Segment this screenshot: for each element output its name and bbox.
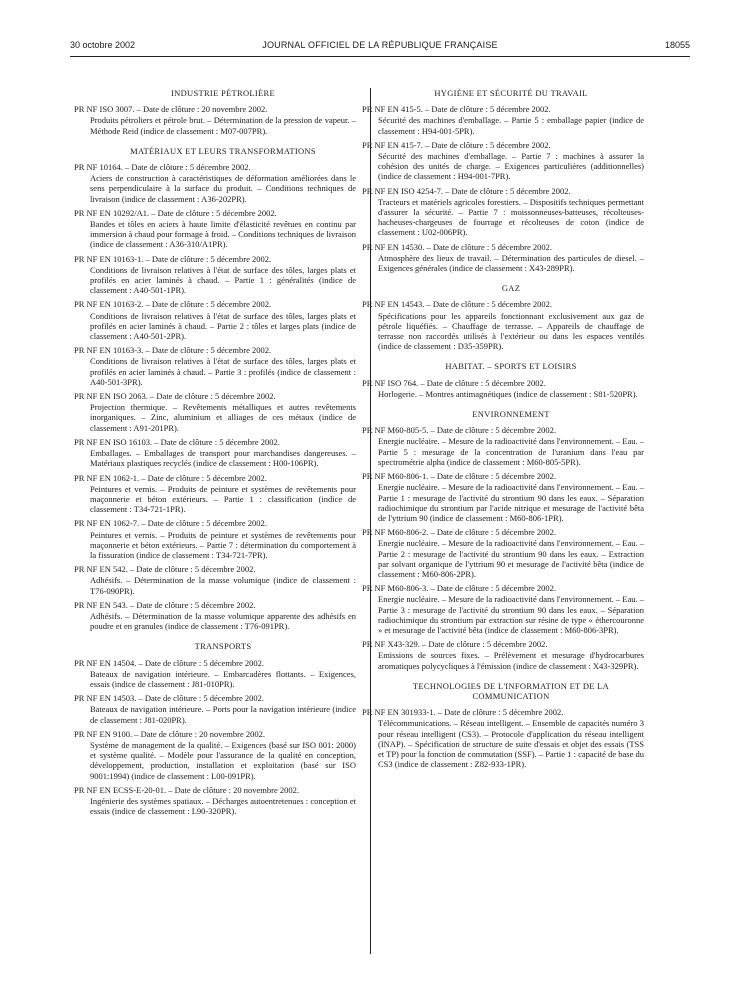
entry-reference: PR NF X43-329. – Date de clôture : 5 décembre 2002. [362, 639, 548, 650]
standard-entry [74, 599, 356, 632]
standard-entry [74, 518, 356, 560]
right-column [362, 88, 644, 773]
entry-description: Conditions de livraison relatives à l'état de surface des tôles, larges plats et profilés en acier laminés à chaud. – Partie 2 : tôles et larges plats (indice de classement : A40-501-2PR). [90, 310, 356, 342]
entry-reference: PR NF ISO 764. – Date de clôture : 5 décembre 2002. [362, 377, 546, 388]
entry-reference: PR NF EN 14503. – Date de clôture : 5 décembre 2002. [74, 693, 265, 704]
standard-entry [74, 657, 356, 690]
entry-description: Système de management de la qualité. – Exigences (basé sur ISO 001: 2000) et système qualité. – Modèle pour l'assurance de la qualité en conception, développement, production, installation et exploitation (basé sur ISO 9001:1994) (indice de classement : L00-091PR). [90, 739, 356, 781]
entry-description: Bateaux de navigation intérieure. – Ports pour la navigation intérieure (indice de classement : J81-020PR). [90, 704, 356, 725]
entry-description: Projection thermique. – Revêtements métalliques et autres revêtements inorganiques. – Zinc, aluminium et alliages de ces métaux (indice de classement : A91-201PR). [90, 402, 356, 433]
entry-description: Emballages. – Emballages de transport pour marchandises dangereuses. – Matériaux plastiques recyclés (indice de classement : H00-106PR). [90, 448, 356, 469]
page-header [70, 40, 690, 54]
standard-entry [362, 425, 644, 467]
entry-reference: PR NF EN 10163-2. – Date de clôture : 5 décembre 2002. [74, 299, 272, 310]
standard-entry [362, 639, 644, 671]
entry-description: Peintures et vernis. – Produits de peinture et systèmes de revêtements pour maçonnerie et béton extérieurs. – Partie 1 : classification (indice de classement : T34-721-1PR). [90, 483, 356, 515]
section-title: TRANSPORTS [194, 641, 252, 652]
entry-description: Sécurité des machines d'emballage. – Partie 5 : emballage papier (indice de classement : H94-001-5PR). [378, 115, 644, 136]
entry-reference: PR NF EN 1062-1. – Date de clôture : 5 décembre 2002. [74, 472, 267, 483]
section-title: HABITAT. – SPORTS ET LOISIRS [445, 361, 577, 372]
entry-description: Atmosphère des lieux de travail. – Détermination des particules de diesel. – Exigences générales (indice de classement : X43-289PR). [378, 252, 644, 274]
page-number: 18055 [664, 40, 690, 50]
entry-description: Energie nucléaire. – Mesure de la radioactivité dans l'environnement. – Eau. – Partie 2 : mesurage de l'activité du strontium 90 dans les eaux. – Extraction par solvant organique de l'yttrium 90 et mesurage de l'activité bêta (indice de classement : M60-806-2PR). [378, 538, 644, 579]
entry-reference: PR NF EN ECSS-E-20-01. – Date de clôture : 20 novembre 2002. [74, 784, 299, 795]
standard-entry [74, 104, 356, 136]
entry-reference: PR NF EN 10292/A1. – Date de clôture : 5 décembre 2002. [74, 207, 277, 218]
entry-description: Energie nucléaire. – Mesure de la radioactivité dans l'environnement. – Eau. – Partie 5 : mesurage de la concentration de l'uranium dans l'eau par spectrométrie alpha (indice de classement : M60-805-5PR). [378, 436, 644, 467]
entry-reference: PR NF M60-806-3. – Date de clôture : 5 décembre 2002. [362, 583, 557, 594]
entry-reference: PR NF EN 415-5. – Date de clôture : 5 décembre 2002. [362, 104, 551, 115]
section-title: MATÉRIAUX ET LEURS TRANSFORMATIONS [130, 145, 316, 156]
standard-entry [74, 472, 356, 515]
header-date: 30 octobre 2002 [70, 40, 136, 50]
entry-description: Peintures et vernis. – Produits de peinture et systèmes de revêtements pour maçonnerie et béton extérieurs. – Partie 7 : détermination du comportement à la fissuration (indice de classement : T34-721-7PR). [90, 529, 356, 560]
section-title: INDUSTRIE PÉTROLIÈRE [171, 88, 275, 98]
entry-reference: PR NF EN 14543. – Date de clôture : 5 décembre 2002. [362, 299, 553, 310]
standard-entry [362, 377, 644, 399]
entry-reference: PR NF EN ISO 16103. – Date de clôture : 5 décembre 2002. [74, 436, 280, 447]
standard-entry [362, 583, 644, 635]
entry-reference: PR NF 10164. – Date de clôture : 5 décembre 2002. [74, 162, 251, 173]
entry-description: Adhésifs. – Détermination de la masse volumique apparente des adhésifs en poudre et en granules (indice de classement : T76-091PR). [90, 610, 356, 632]
standard-entry [362, 299, 644, 352]
entry-reference: PR NF M60-806-2. – Date de clôture : 5 décembre 2002. [362, 527, 557, 538]
entry-reference: PR NF EN 9100. – Date de clôture : 20 novembre 2002. [74, 728, 265, 739]
entry-description: Tracteurs et matériels agricoles forestiers. – Dispositifs techniques permettant d'assurer la sécurité. – Partie 7 : moissonneuses-batteuses, récolteuses-hacheuses-chargeuses de fourrage et récolteuses de coton (indice de classement : U02-006PR). [378, 196, 644, 238]
standard-entry [74, 784, 356, 817]
standard-entry [362, 471, 644, 523]
entry-reference: PR NF EN 14530. – Date de clôture : 5 décembre 2002. [362, 241, 553, 252]
entry-reference: PR NF EN 10163-1. – Date de clôture : 5 décembre 2002. [74, 253, 272, 264]
entry-reference: PR NF EN 415-7. – Date de clôture : 5 décembre 2002. [362, 139, 551, 150]
entry-reference: PR NF EN 10163-3. – Date de clôture : 5 décembre 2002. [74, 345, 272, 356]
entry-reference: PR NF EN 301933-1. – Date de clôture : 5 décembre 2002. [362, 707, 564, 718]
section-title: TECHNOLOGIES DE L'INFORMATION ET DE LA COMMUNICATION [412, 680, 610, 701]
section-title: ENVIRONNEMENT [472, 409, 550, 420]
standard-entry [362, 707, 644, 770]
entry-reference: PR NF EN 1062-7. – Date de clôture : 5 décembre 2002. [74, 518, 267, 529]
entry-reference: PR NF M60-805-5. – Date de clôture : 5 décembre 2002. [362, 425, 557, 436]
entry-reference: PR NF M60-806-1. – Date de clôture : 5 décembre 2002. [362, 471, 557, 482]
entry-reference: PR NF EN 542. – Date de clôture : 5 décembre 2002. [74, 564, 256, 575]
entry-description: Adhésifs. – Détermination de la masse volumique (indice de classement : T76-090PR). [90, 575, 356, 596]
entry-description: Conditions de livraison relatives à l'état de surface des tôles, larges plats et profilés en acier laminés à chaud. – Partie 3 : profilés (indice de classement : A40-501-3PR). [90, 356, 356, 387]
header-title: JOURNAL OFFICIEL DE LA RÉPUBLIQUE FRANÇAISE [262, 40, 498, 50]
standard-entry [362, 527, 644, 579]
header-rule [70, 56, 690, 57]
standard-entry [362, 241, 644, 274]
standard-entry [362, 185, 644, 238]
entry-description: Télécommunications. – Réseau intelligent. – Ensemble de capacités numéro 3 pour réseau intelligent (CS3). – Protocole d'application du réseau intelligent (INAP). – Spécification de structure de suite d'essais et objet des essais (TSS et TP) pour la fonction de commutation (SSF). – Partie 1 : capacité de base du CS3 (indice de classement : Z82-933-1PR). [378, 718, 644, 770]
entry-reference: PR NF EN ISO 4254-7. – Date de clôture : 5 décembre 2002. [362, 185, 571, 196]
standard-entry [74, 299, 356, 342]
entry-description: Energie nucléaire. – Mesure de la radioactivité dans l'environnement. – Eau. – Partie 1 : mesurage de l'activité du strontium 90 dans les eaux. – Séparation radiochimique du strontium par l'acide nitrique et mesurage de l'activité bêta de l'yttrium 90 (indice de classement : M60-806-1PR). [378, 482, 644, 523]
section-title: HYGIÈNE ET SÉCURITÉ DU TRAVAIL [434, 88, 588, 98]
standard-entry [74, 436, 356, 469]
column-divider [370, 88, 371, 954]
entry-description: Energie nucléaire. – Mesure de la radioactivité dans l'environnement. – Eau. – Partie 3 : mesurage de l'activité du strontium 90 dans les eaux. – Séparation radiochimique du strontium par extraction sur résine de type « éthercouronne » et mesurage de l'activité bêta (indice de classement : M60-806-3PR). [378, 594, 644, 635]
entry-reference: PR NF EN 543. – Date de clôture : 5 décembre 2002. [74, 599, 256, 610]
entry-description: Produits pétroliers et pétrole brut. – Détermination de la pression de vapeur. – Méthode Reid (indice de classement : M07-007PR). [90, 115, 356, 136]
entry-description: Spécifications pour les appareils fonctionnant exclusivement aux gaz de pétrole liquéfiés. – Chauffage de terrasse. – Appareils de chauffage de terrasse non raccordés utilisés à l'extérieur ou dans les espaces ventilés (indice de classement : D35-359PR). [378, 310, 644, 352]
standard-entry [74, 253, 356, 296]
entry-description: Bateaux de navigation intérieure. – Embarcadères flottants. – Exigences, essais (indice de classement : J81-010PR). [90, 668, 356, 689]
standard-entry [74, 345, 356, 387]
section-title: GAZ [501, 283, 521, 294]
entry-description: Bandes et tôles en aciers à haute limite d'élasticité revêtues en continu par immersion à chaud pour formage à froid. – Conditions techniques de livraison (indice de classement : A36-310/A1PR). [90, 219, 356, 250]
standard-entry [362, 139, 644, 182]
standard-entry [74, 693, 356, 725]
standard-entry [74, 728, 356, 781]
entry-description: Aciers de construction à caractéristiques de déformation améliorées dans le sens perpendiculaire à la surface du produit. – Conditions techniques de livraison (indice de classement : A36-202PR). [90, 173, 356, 204]
entry-description: Ingénierie des systèmes spatiaux. – Décharges autoentretenues : conception et essais (indice de classement : L90-320PR). [90, 795, 356, 817]
standard-entry [74, 162, 356, 204]
entry-reference: PR NF EN 14504. – Date de clôture : 5 décembre 2002. [74, 657, 265, 668]
standard-entry [74, 391, 356, 433]
left-column [74, 88, 356, 820]
entry-description: Emissions de sources fixes. – Prélèvement et mesurage d'hydrocarbures aromatiques polycycliques à l'émission (indice de classement : X43-329PR). [378, 650, 644, 671]
entry-description: Sécurité des machines d'emballage. – Partie 7 : machines à assurer la cohésion des unités de charge. – Exigences particulières (additionnelles) (indice de classement : H94-001-7PR). [378, 151, 644, 182]
entry-description: Conditions de livraison relatives à l'état de surface des tôles, larges plats et profilés en acier laminés à chaud. – Partie 1 : généralités (indice de classement : A40-501-1PR). [90, 264, 356, 296]
entry-description: Horlogerie. – Montres antimagnétiques (indice de classement : S81-520PR). [378, 388, 638, 399]
entry-reference: PR NF EN ISO 2063. – Date de clôture : 5 décembre 2002. [74, 391, 276, 402]
entry-reference: PR NF ISO 3007. – Date de clôture : 20 novembre 2002. [74, 104, 268, 115]
standard-entry [74, 207, 356, 250]
standard-entry [362, 104, 644, 136]
standard-entry [74, 564, 356, 596]
